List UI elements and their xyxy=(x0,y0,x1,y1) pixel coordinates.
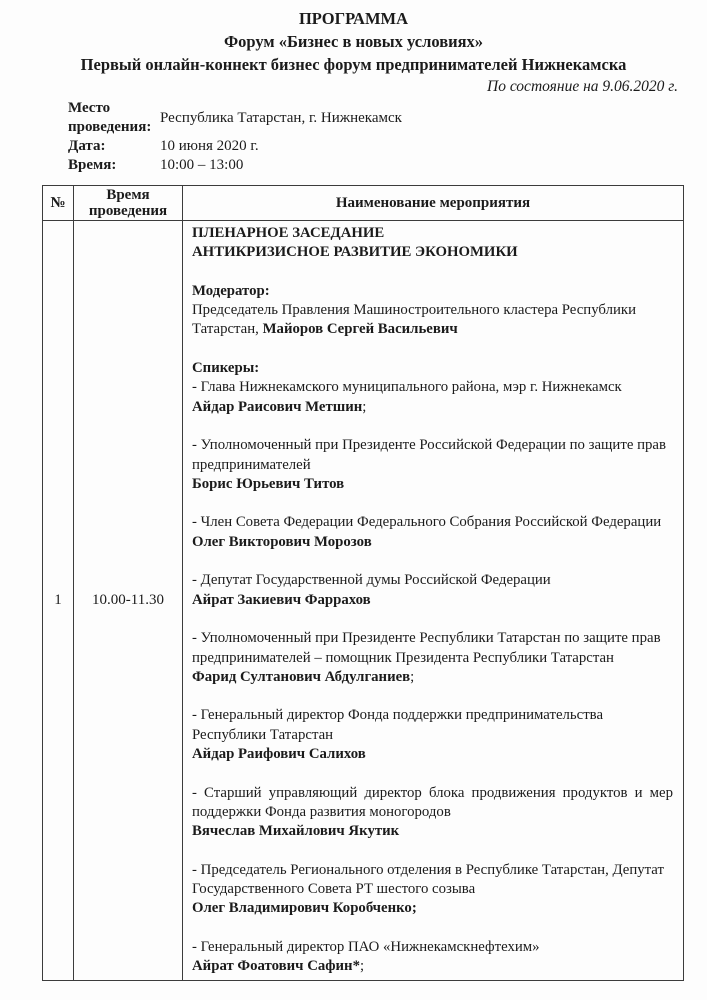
table-header-row xyxy=(43,186,684,221)
blank-line xyxy=(192,919,673,938)
header-number: № xyxy=(43,186,74,221)
time-value: 10:00 – 13:00 xyxy=(160,157,244,173)
blank-line xyxy=(192,494,673,513)
table-row xyxy=(43,221,684,981)
blank-line xyxy=(192,764,673,783)
event-paragraph: Айрат Закиевич Фаррахов xyxy=(192,591,371,608)
blank-line xyxy=(192,340,673,359)
event-paragraph: - Генеральный директор ПАО «Нижнекамскнефтехим» xyxy=(192,938,540,955)
event-paragraph: Айдар Раифович Салихов xyxy=(192,746,366,763)
event-paragraph: - Председатель Регионального отделения в Республике Татарстан, Депутат Государственного Совета РТ шестого созыва xyxy=(192,861,664,898)
event-paragraphs xyxy=(192,224,673,977)
as-of-date-note: По состояние на 9.06.2020 г. xyxy=(487,78,678,95)
event-cell xyxy=(183,221,684,981)
date-label: Дата: xyxy=(68,138,106,154)
event-paragraph: Борис Юрьевич Титов xyxy=(192,475,345,492)
event-paragraph: Олег Викторович Морозов xyxy=(192,533,372,550)
blank-line xyxy=(192,263,673,282)
event-paragraph: Олег Владимирович Коробченко; xyxy=(192,900,417,917)
event-paragraph: АНТИКРИЗИСНОЕ РАЗВИТИЕ ЭКОНОМИКИ xyxy=(192,244,518,261)
event-paragraph: - Депутат Государственной думы Российской Федерации xyxy=(192,572,551,589)
blank-line xyxy=(192,842,673,861)
blank-line xyxy=(192,417,673,436)
blank-line xyxy=(192,687,673,706)
blank-line xyxy=(192,552,673,571)
event-paragraph: - Генеральный директор Фонда поддержки предпринимательства Республики Татарстан xyxy=(192,707,604,743)
event-paragraph: Модератор: xyxy=(192,282,270,299)
event-paragraph: - Глава Нижнекамского муниципального района, мэр г. Нижнекамск xyxy=(192,379,622,396)
document-subtitle-2: Первый онлайн-коннект бизнес форум предпринимателей Нижнекамска xyxy=(80,55,627,74)
info-row-time xyxy=(68,156,588,175)
event-paragraph: Спикеры: xyxy=(192,360,260,377)
event-paragraph: - Член Совета Федерации Федерального Собрания Российской Федерации xyxy=(192,514,662,531)
event-paragraph: - Старший управляющий директор блока продвижения продуктов и мер поддержки Фонда развития моногородов xyxy=(192,784,673,820)
info-row-venue xyxy=(68,99,588,137)
document-title-block xyxy=(0,7,707,76)
event-paragraph: Фарид Султанович Абдулганиев; xyxy=(192,668,415,685)
document-title: ПРОГРАММА xyxy=(298,9,409,28)
program-table xyxy=(42,185,684,981)
header-event-name: Наименование мероприятия xyxy=(183,186,684,221)
event-paragraph: - Уполномоченный при Президенте Республики Татарстан по защите прав предпринимателей – помощник Президента Республики Татарстан xyxy=(192,630,661,666)
info-block xyxy=(68,99,588,175)
date-value: 10 июня 2020 г. xyxy=(160,138,259,154)
info-row-date xyxy=(68,137,588,156)
event-paragraph: ПЛЕНАРНОЕ ЗАСЕДАНИЕ xyxy=(192,225,385,241)
event-paragraph: Айрат Фоатович Сафин*; xyxy=(192,958,365,975)
event-paragraph: Председатель Правления Машиностроительного кластера Республики Татарстан, Майоров Сергей Васильевич xyxy=(192,302,636,338)
document-subtitle: Форум «Бизнес в новых условиях» xyxy=(223,32,484,51)
header-time: Время проведения xyxy=(74,186,183,221)
blank-line xyxy=(192,610,673,629)
event-paragraph: Айдар Раисович Метшин; xyxy=(192,398,367,415)
venue-value: Республика Татарстан, г. Нижнекамск xyxy=(160,109,402,126)
time-label: Время: xyxy=(68,157,117,173)
row-time-cell: 10.00-11.30 xyxy=(74,221,183,981)
event-paragraph: - Уполномоченный при Президенте Российской Федерации по защите прав предпринимателей xyxy=(192,437,666,473)
row-number-cell: 1 xyxy=(43,221,74,981)
event-paragraph: Вячеслав Михайлович Якутик xyxy=(192,823,400,840)
venue-label: Место проведения: xyxy=(68,100,152,135)
